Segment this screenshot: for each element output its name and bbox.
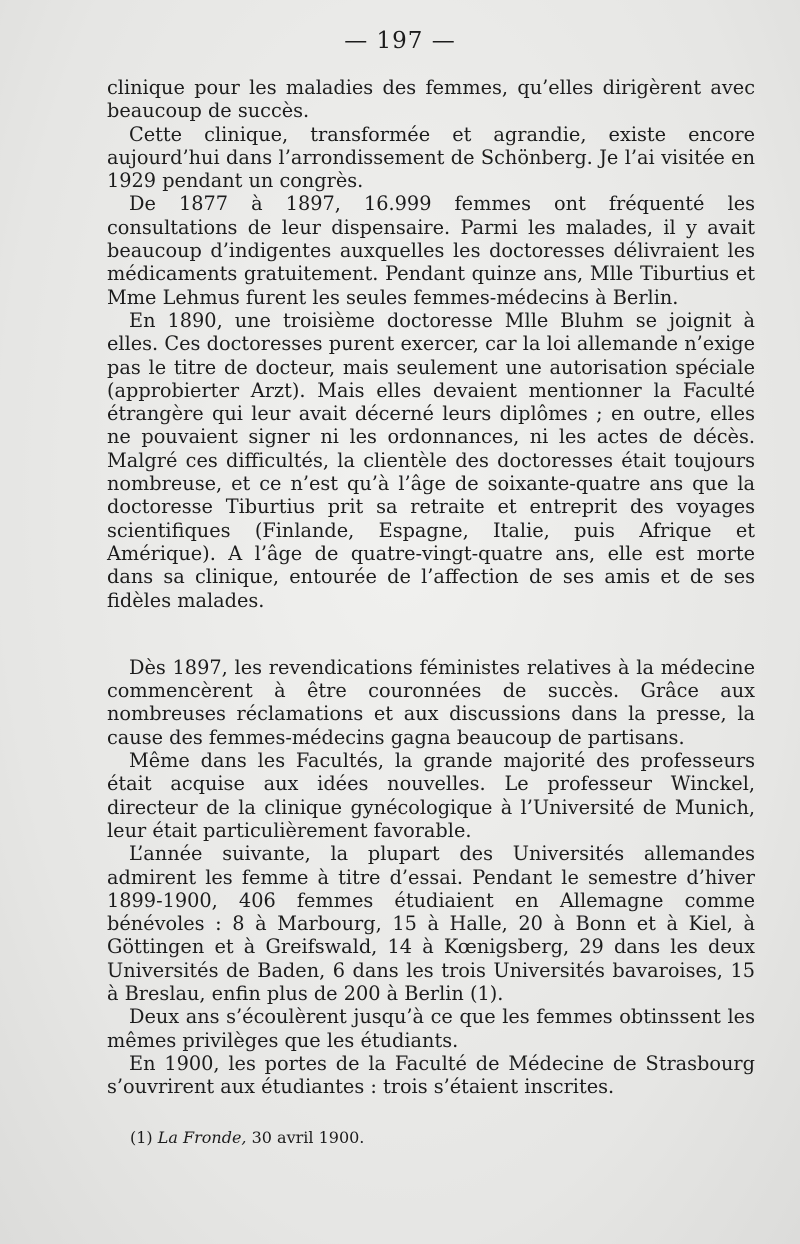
paragraph-revendications: Dès 1897, les revendications féministes relatives à la médecine commencèrent à être couronnées de succès. Grâce aux nombreuses réclamations et aux discussions dans la presse, la cause des femmes-médecins gagna beaucoup de partisans. <box>107 655 755 749</box>
footnote <box>130 1128 730 1148</box>
paragraph-strasbourg: En 1900, les portes de la Faculté de Médecine de Strasbourg s’ouvrirent aux étudiantes : trois s’étaient inscrites. <box>107 1051 755 1099</box>
page-number: — 197 — <box>344 28 456 54</box>
footnote-marker: (1) <box>130 1128 153 1147</box>
paragraph-dispensaire: De 1877 à 1897, 16.999 femmes ont fréquenté les consultations de leur dispensaire. Parmi les malades, il y avait beaucoup d’indigentes auxquelles les doctoresses délivraient les médicaments gratuitement. Pendant quinze ans, Mlle Tiburtius et Mme Lehmus furent les seules femmes-médecins à Berlin. <box>107 192 755 309</box>
footnote-source-title: La Fronde, <box>157 1128 247 1147</box>
footnote-date: 30 avril 1900. <box>251 1128 365 1147</box>
paragraph-bluhm: En 1890, une troisième doctoresse Mlle Bluhm se joignit à elles. Ces doctoresses purent exercer, car la loi allemande n’exige pas le titre de docteur, mais seulement une autorisation spéciale (approbierter Arzt). Mais elles devaient mentionner la Faculté étrangère qui leur avait décerné leurs diplômes ; en outre, elles ne pouvaient signer ni les ordonnances, ni les actes de décès. Malgré ces difficultés, la clientèle des doctoresses était toujours nombreuse, et ce n’est qu’à l’âge de soixante-quatre ans que la doctoresse Tiburtius prit sa retraite et entreprit des voyages scientifiques (Finlande, Espagne, Italie, puis Afrique et Amérique). A l’âge de quatre-vingt-quatre ans, elle est morte dans sa clinique, entourée de l’affection de ses amis et de ses fidèles malades. <box>107 308 755 612</box>
paragraph-continuation: clinique pour les maladies des femmes, qu’elles dirigèrent avec beaucoup de succès. <box>107 76 755 123</box>
paragraph-privileges: Deux ans s’écoulèrent jusqu’à ce que les femmes obtinssent les mêmes privilèges que les étudiants. <box>107 1005 755 1052</box>
paragraph-universites: L’année suivante, la plupart des Universités allemandes admirent les femme à titre d’essai. Pendant le semestre d’hiver 1899-1900, 406 femmes étudiaient en Allemagne comme bénévoles : 8 à Marbourg, 15 à Halle, 20 à Bonn et à Kiel, à Göttingen et à Greifswald, 14 à Kœnigsberg, 29 dans les deux Universités de Baden, 6 dans les trois Universités bavaroises, 15 à Breslau, enfin plus de 200 à Berlin (1). <box>107 842 755 1005</box>
paragraph-facultes: Même dans les Facultés, la grande majorité des professeurs était acquise aux idées nouvelles. Le professeur Winckel, directeur de la clinique gynécologique à l’Université de Munich, leur était particulièrement favorable. <box>107 749 755 842</box>
paragraph-clinique: Cette clinique, transformée et agrandie, existe encore aujourd’hui dans l’arrondissement de Schönberg. Je l’ai visitée en 1929 pendant un congrès. <box>107 122 755 193</box>
section-break <box>107 612 755 656</box>
body-text <box>107 76 755 1098</box>
